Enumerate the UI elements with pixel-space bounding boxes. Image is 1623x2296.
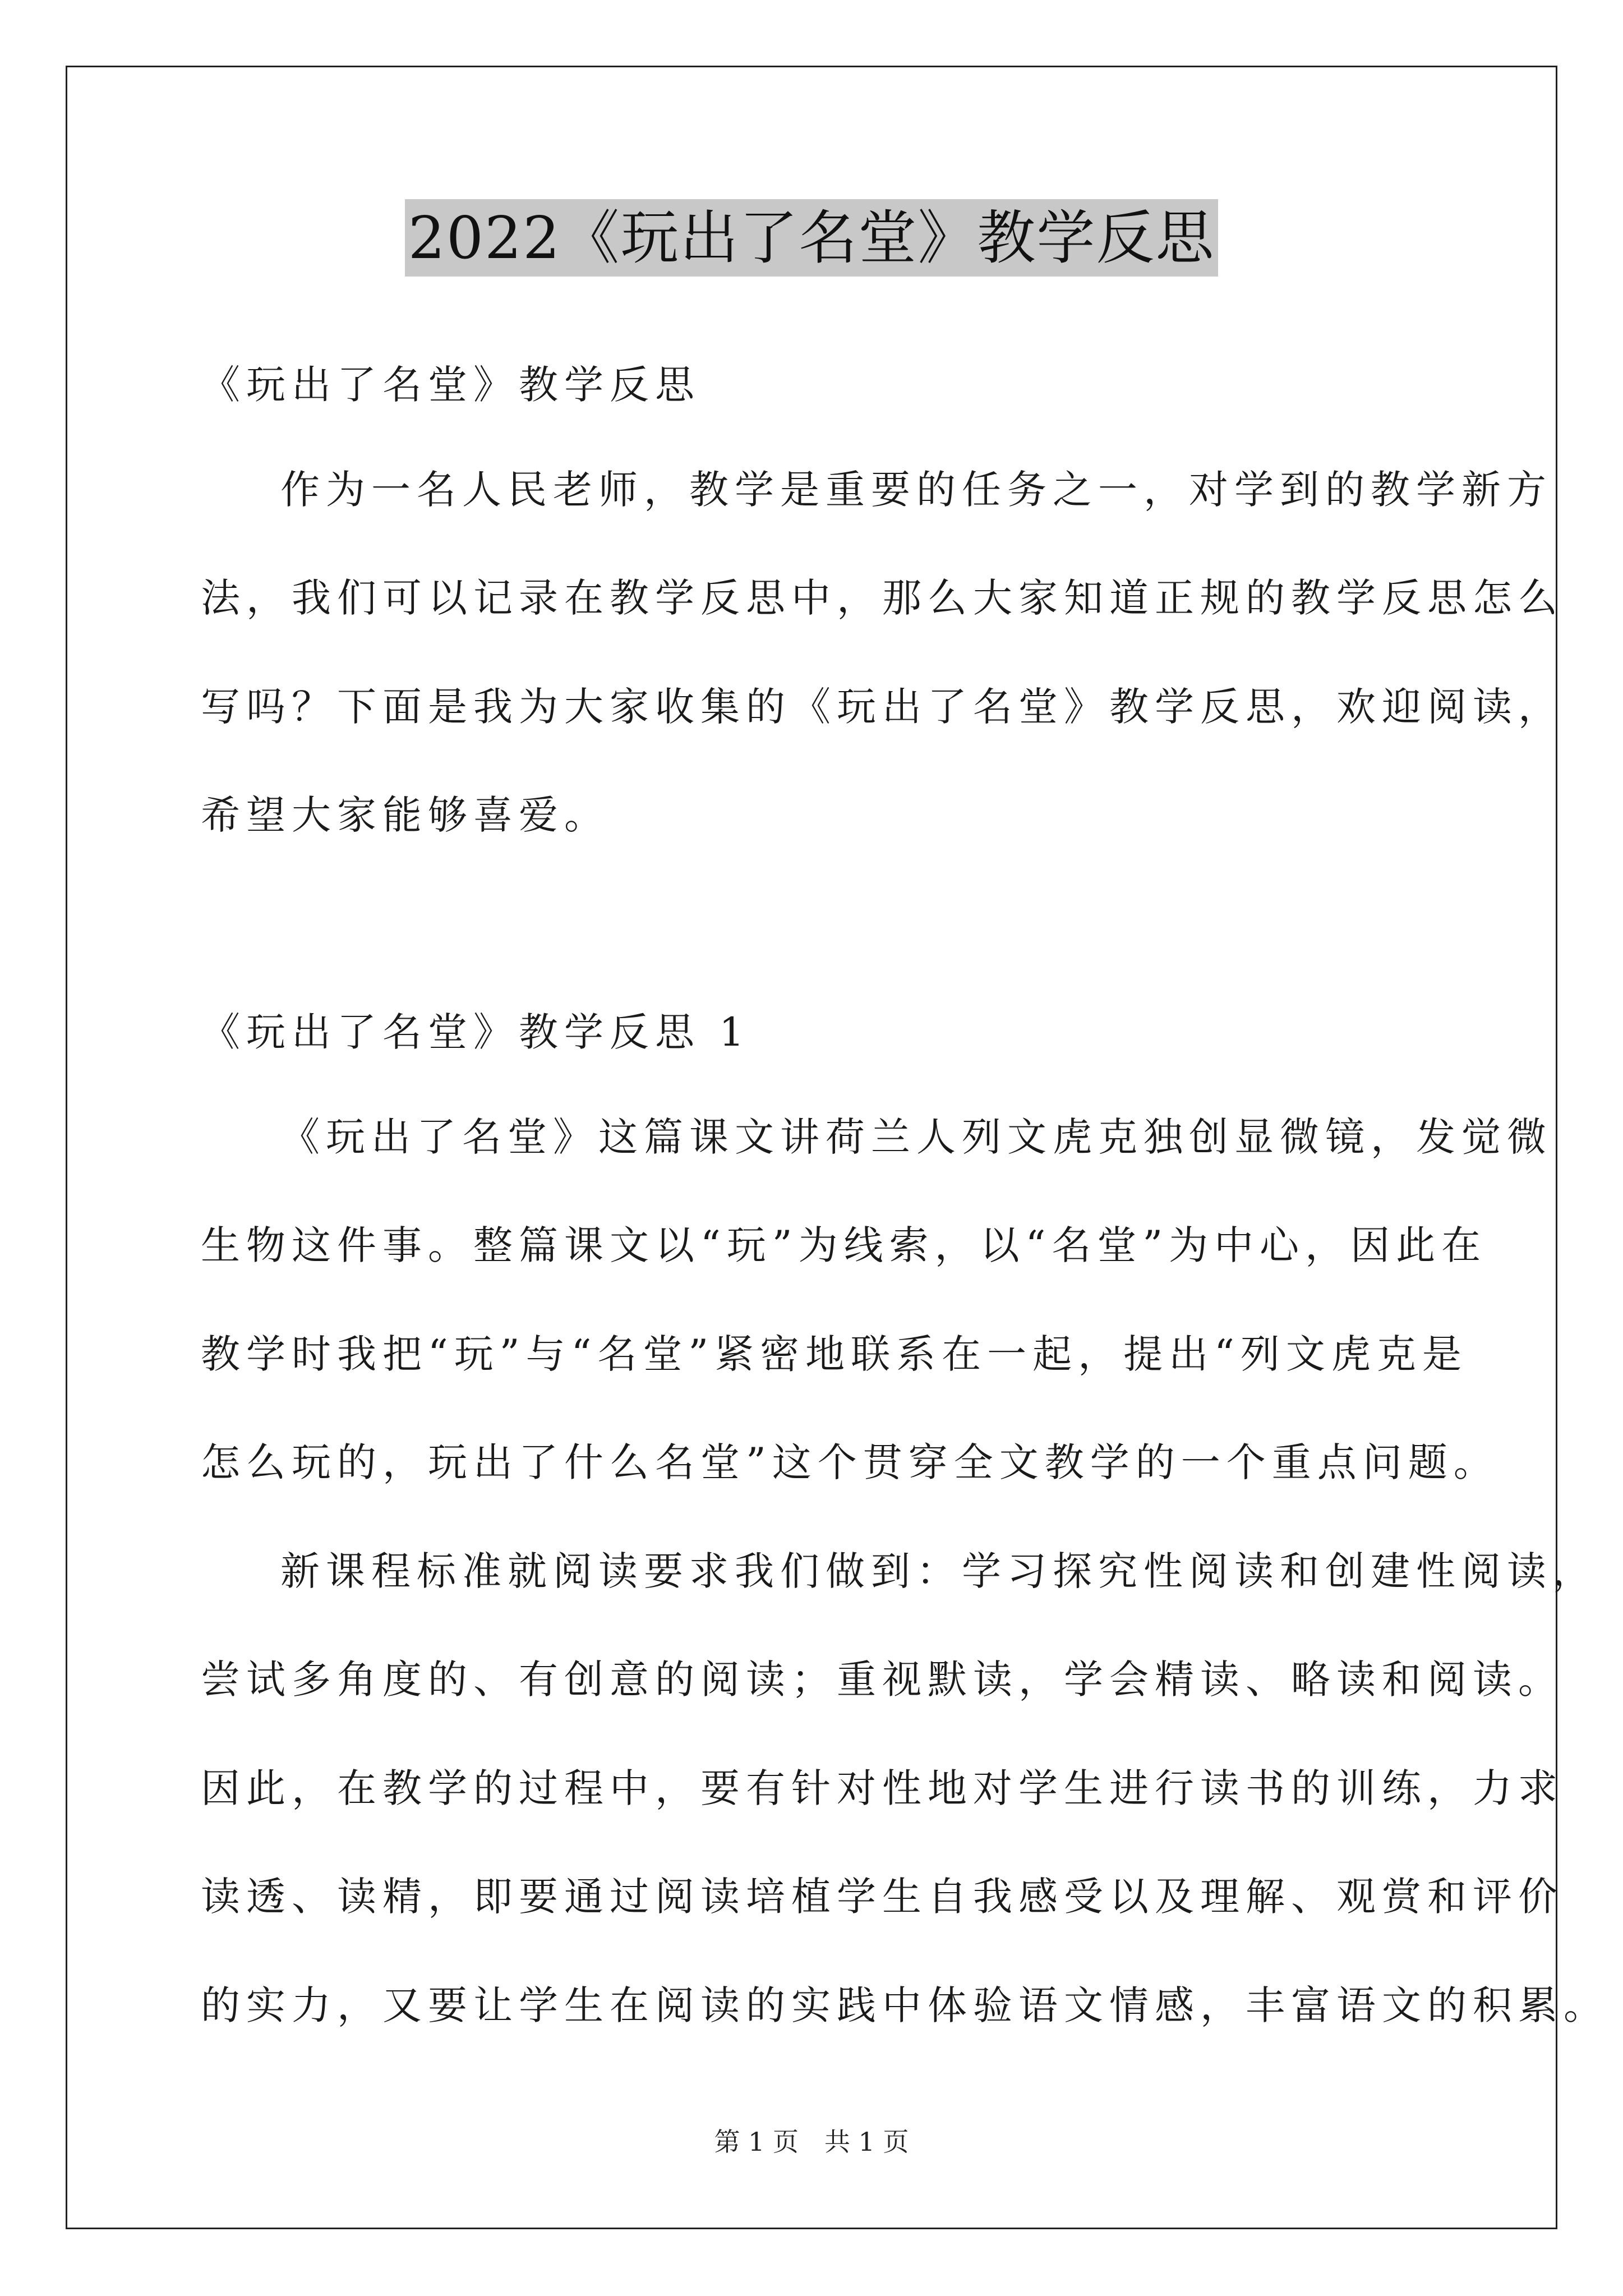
para2-line-4: 读透、读精，即要通过阅读培植学生自我感受以及理解、观赏和评价	[201, 1874, 1564, 1920]
para1-line-4: 怎么玩的，玩出了什么名堂”这个贯穿全文教学的一个重点问题。	[201, 1439, 1499, 1485]
para1-line-1: 《玩出了名堂》这篇课文讲荷兰人列文虎克独创显微镜，发觉微	[280, 1114, 1552, 1160]
intro-line-4: 希望大家能够喜爱。	[201, 792, 610, 838]
intro-line-3: 写吗？下面是我为大家收集的《玩出了名堂》教学反思，欢迎阅读，	[201, 684, 1564, 730]
para2-line-3: 因此，在教学的过程中，要有针对性地对学生进行读书的训练，力求	[201, 1765, 1564, 1811]
para2-line-1: 新课程标准就阅读要求我们做到：学习探究性阅读和创建性阅读，	[280, 1548, 1598, 1594]
page-footer: 第 1 页 共 1 页	[714, 2127, 909, 2157]
para1-line-3: 教学时我把“玩”与“名堂”紧密地联系在一起，提出“列文虎克是	[201, 1331, 1468, 1377]
title-area	[0, 199, 1623, 277]
intro-line-1: 作为一名人民老师，教学是重要的任务之一，对学到的教学新方	[280, 467, 1552, 513]
para2-line-2: 尝试多角度的、有创意的阅读；重视默读，学会精读、略读和阅读。	[201, 1657, 1564, 1703]
document-title: 2022《玩出了名堂》教学反思	[405, 199, 1219, 277]
section-heading-1: 《玩出了名堂》教学反思 1	[201, 1009, 750, 1055]
para1-line-2: 生物这件事。整篇课文以“玩”为线索，以“名堂”为中心，因此在	[201, 1222, 1487, 1268]
para2-line-5: 的实力，又要让学生在阅读的实践中体验语文情感，丰富语文的积累。	[201, 1982, 1609, 2028]
intro-line-2: 法，我们可以记录在教学反思中，那么大家知道正规的教学反思怎么	[201, 575, 1564, 621]
subtitle: 《玩出了名堂》教学反思	[201, 362, 700, 408]
